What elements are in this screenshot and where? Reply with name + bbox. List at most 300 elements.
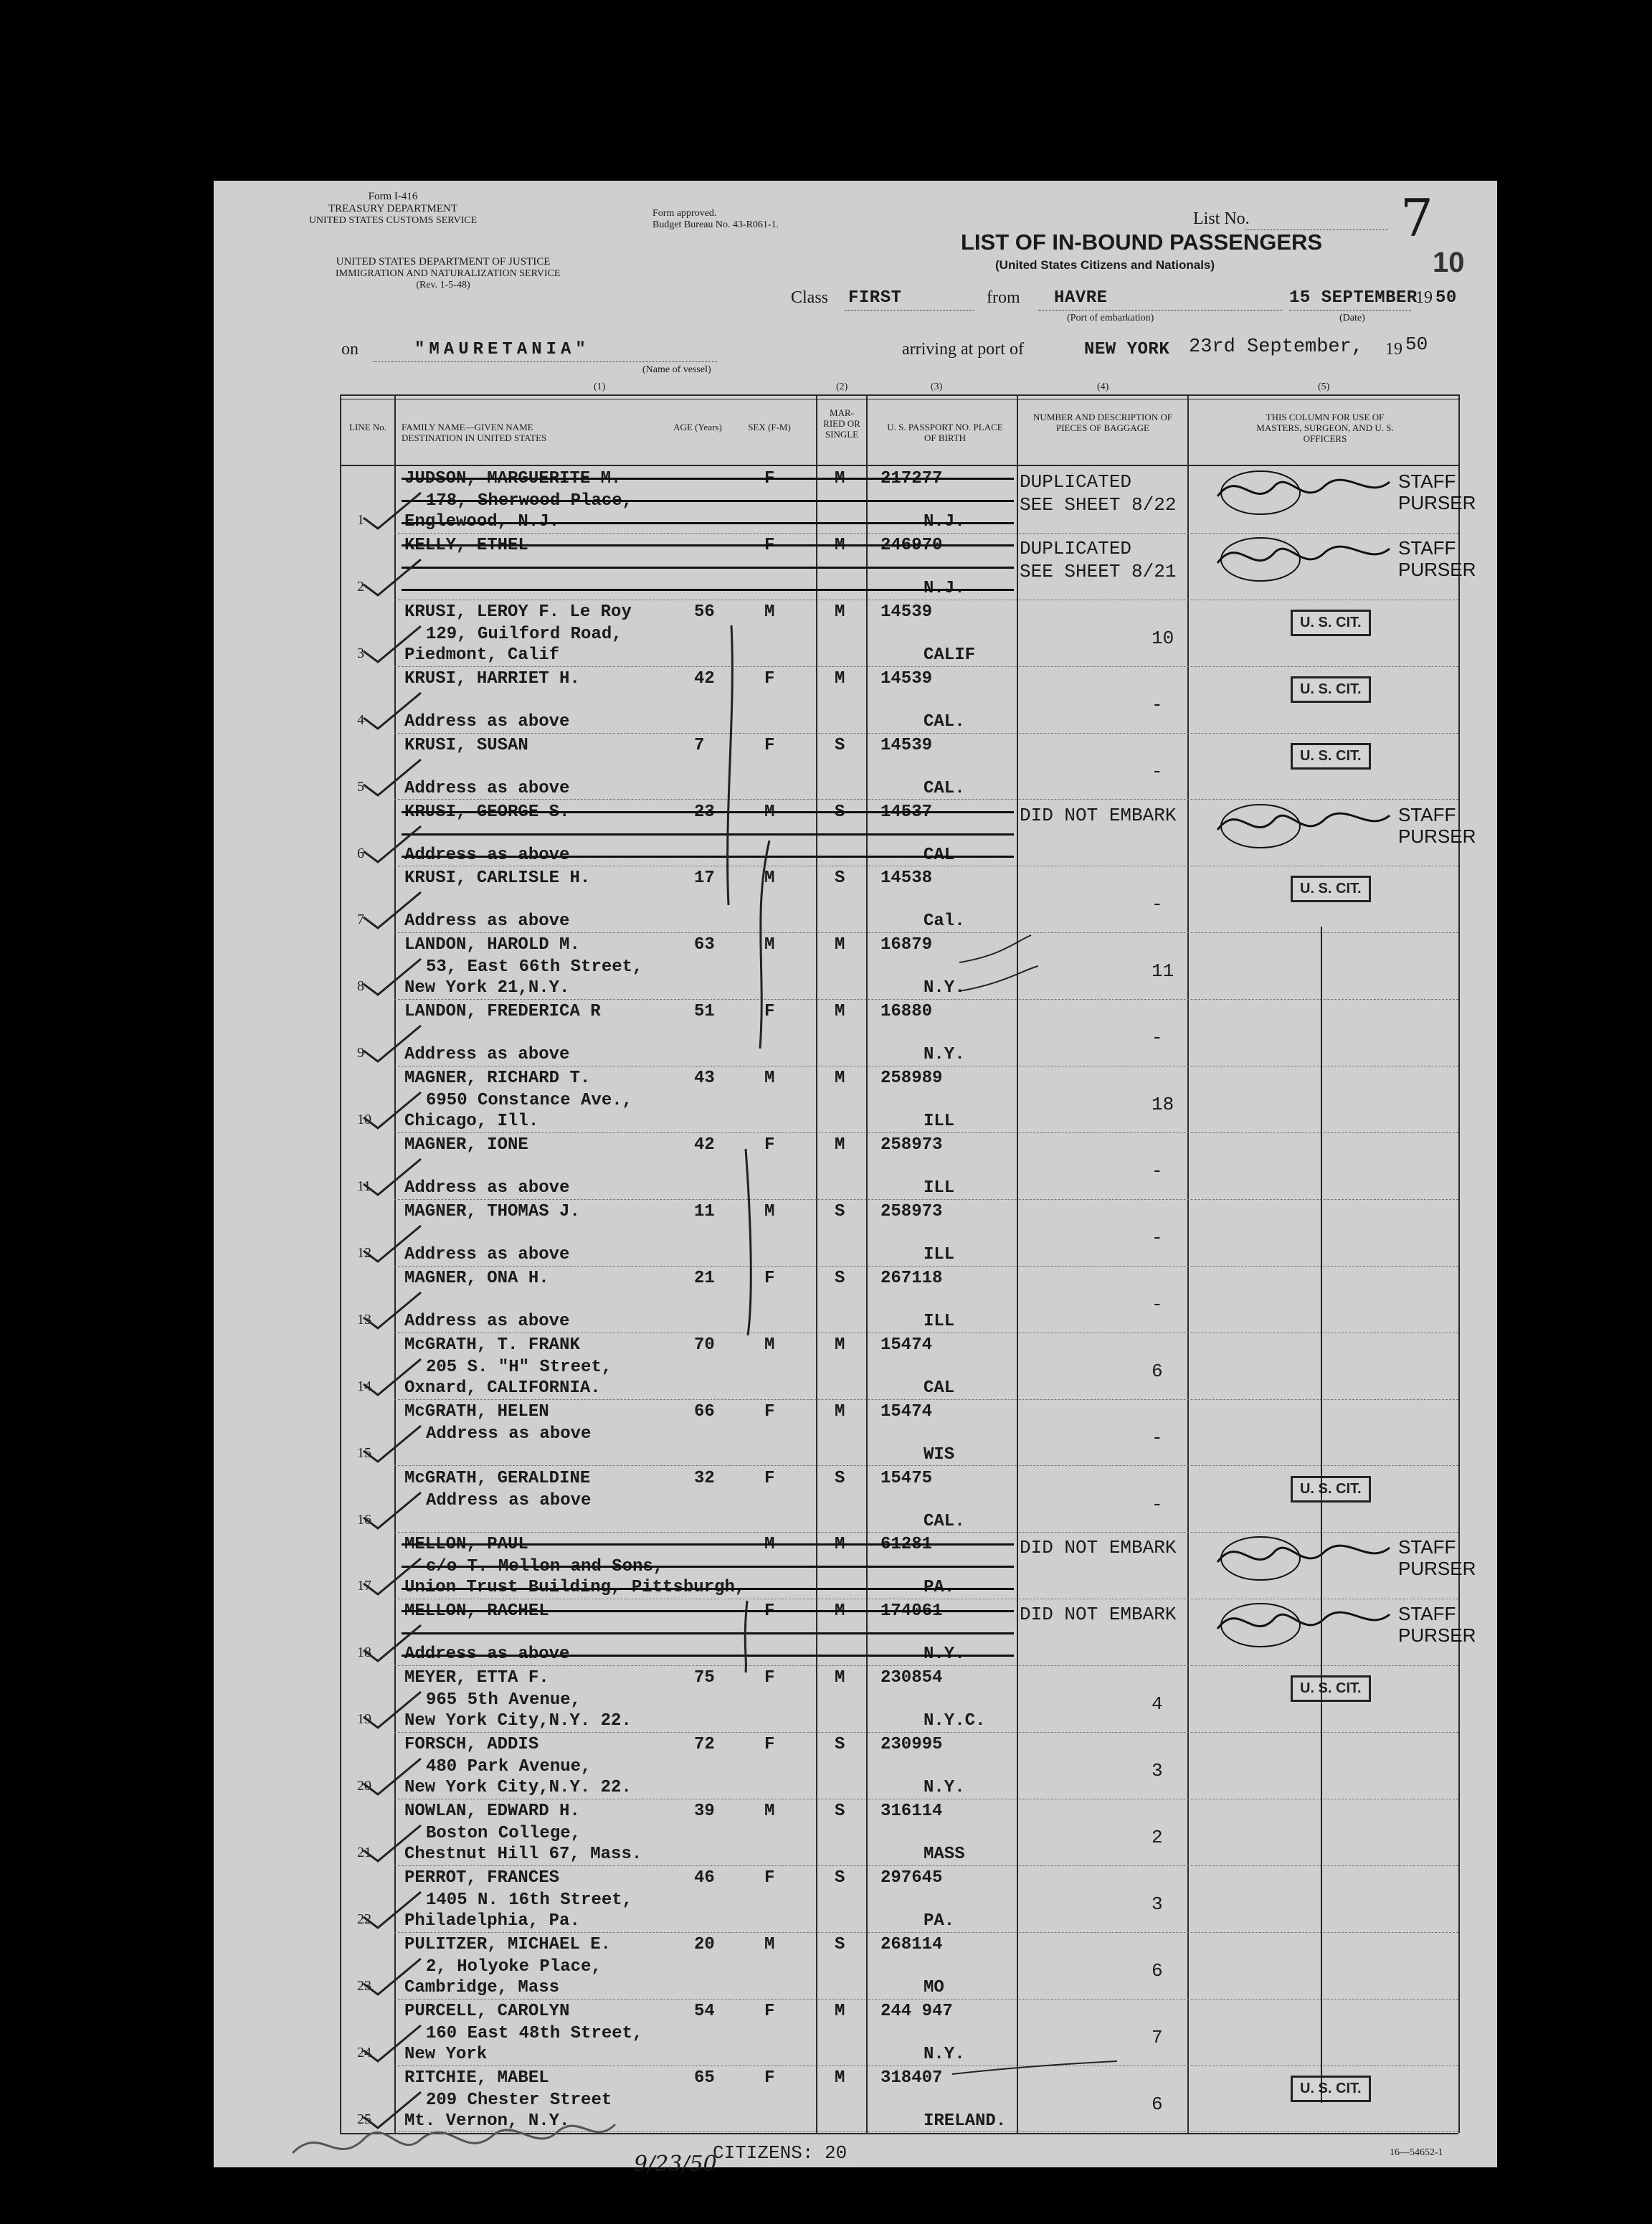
passport-number: 230854 <box>880 1668 943 1688</box>
purser-label: PURSER <box>1398 1558 1476 1580</box>
place-of-birth: ILL <box>924 1311 955 1331</box>
sex-value: M <box>764 1934 775 1954</box>
page-subtitle: (United States Citizens and Nationals) <box>995 258 1215 272</box>
age-value: 66 <box>694 1401 715 1421</box>
destination-line: 965 5th Avenue, <box>426 1690 581 1710</box>
destination-line: Chicago, Ill. <box>404 1112 539 1132</box>
place-of-birth: ILL <box>924 1244 955 1264</box>
duplicate-note: DID NOT EMBARK <box>1020 1537 1177 1559</box>
marital-status: M <box>835 2068 845 2088</box>
class-label: Class <box>791 288 829 307</box>
sex-value: F <box>764 668 775 689</box>
passport-number: 15474 <box>880 1401 933 1421</box>
line-number: 3 <box>357 645 364 661</box>
passenger-name: MAGNER, ONA H. <box>404 1268 549 1288</box>
place-of-birth: WIS <box>924 1444 955 1464</box>
age-value: 65 <box>694 2068 715 2088</box>
line-number: 11 <box>357 1178 371 1194</box>
marital-status: M <box>835 1401 845 1421</box>
age-value: 51 <box>694 1002 715 1022</box>
purser-label: PURSER <box>1398 825 1476 847</box>
baggage-count: - <box>1152 1160 1163 1182</box>
treasury-label: TREASURY DEPARTMENT <box>328 203 458 214</box>
age-value: 21 <box>694 1268 715 1288</box>
baggage-count: 18 <box>1152 1094 1174 1116</box>
departure-year: 50 <box>1435 288 1457 308</box>
marital-status: S <box>835 802 845 822</box>
place-of-birth: PA. <box>924 1578 955 1598</box>
line-number: 16 <box>357 1511 371 1528</box>
age-value: 63 <box>694 935 715 955</box>
baggage-count: - <box>1152 760 1163 782</box>
age-value: 70 <box>694 1335 715 1355</box>
col-name: FAMILY NAME—GIVEN NAME DESTINATION IN UNITED STATES <box>402 422 547 443</box>
passenger-name: MAGNER, THOMAS J. <box>404 1201 580 1221</box>
sex-value: M <box>764 802 775 822</box>
place-of-birth: MO <box>924 1977 944 1997</box>
age-value: 72 <box>694 1735 715 1755</box>
corner-number: 10 <box>1433 247 1465 278</box>
line-number: 2 <box>357 578 364 595</box>
line-number: 20 <box>357 1778 371 1794</box>
age-value: 75 <box>694 1668 715 1688</box>
passenger-name: KRUSI, GEORGE S. <box>404 802 570 822</box>
destination-line: New York City,N.Y. 22. <box>404 1711 632 1731</box>
signature-date: 9/23/50 <box>634 2152 717 2177</box>
vessel-name: "MAURETANIA" <box>414 340 590 359</box>
age-value: 42 <box>694 668 715 689</box>
marital-status: S <box>835 1934 845 1954</box>
customs-label: UNITED STATES CUSTOMS SERVICE <box>308 215 478 226</box>
passport-number: 297645 <box>880 1868 943 1888</box>
passport-number: 15475 <box>880 1468 933 1488</box>
signature <box>278 2110 708 2175</box>
marital-status: M <box>835 1535 845 1555</box>
passenger-name: MELLON, PAUL <box>404 1535 528 1555</box>
passport-number: 268114 <box>880 1934 943 1954</box>
sex-value: F <box>764 735 775 755</box>
marital-status: M <box>835 1069 845 1089</box>
destination-line: Address as above <box>404 778 570 798</box>
passport-number: 258973 <box>880 1201 943 1221</box>
manifest-sheet <box>214 181 1497 2177</box>
baggage-count: 10 <box>1152 627 1174 649</box>
sex-value: M <box>764 935 775 955</box>
col-sex: SEX (F-M) <box>748 422 791 432</box>
destination-line: 129, Guilford Road, <box>426 624 622 644</box>
line-number: 10 <box>357 1112 371 1128</box>
destination-line: New York City,N.Y. 22. <box>404 1778 632 1798</box>
rev-label: (Rev. 1-5-48) <box>416 280 470 290</box>
passport-number: 217277 <box>880 469 943 488</box>
age-value: 56 <box>694 602 715 622</box>
passenger-name: MELLON, RACHEL <box>404 1601 549 1622</box>
col-age: AGE (Years) <box>673 422 722 432</box>
place-of-birth: N.Y. <box>924 2044 965 2064</box>
sex-value: F <box>764 1002 775 1022</box>
sex-value: F <box>764 535 775 555</box>
age-value: 23 <box>694 802 715 822</box>
place-of-birth: CAL. <box>924 1511 965 1531</box>
age-value: 20 <box>694 1934 715 1954</box>
destination-line: Oxnard, CALIFORNIA. <box>404 1378 601 1398</box>
destination-line: Address as above <box>404 1311 570 1331</box>
line-number: 5 <box>357 778 364 795</box>
line-number: 19 <box>357 1711 371 1728</box>
staff-label: STAFF <box>1398 470 1456 492</box>
form-approved: Form approved. <box>652 208 717 219</box>
destination-line: 53, East 66th Street, <box>426 957 643 978</box>
port-caption: (Port of embarkation) <box>1067 313 1154 323</box>
col-num-3: (3) <box>931 382 943 392</box>
marital-status: M <box>835 1002 845 1022</box>
on-label: on <box>341 340 359 359</box>
place-of-birth: ILL <box>924 1112 955 1132</box>
line-number: 17 <box>357 1578 371 1594</box>
list-no-label: List No. <box>1193 209 1250 228</box>
place-of-birth: N.Y. <box>924 1645 965 1665</box>
citizens-total: CITIZENS: 20 <box>713 2142 848 2164</box>
duplicate-note: SEE SHEET 8/22 <box>1020 494 1177 516</box>
baggage-count: - <box>1152 1426 1163 1449</box>
us-citizen-stamp: U. S. CIT. <box>1291 2076 1371 2102</box>
marital-status: S <box>835 1868 845 1888</box>
passenger-name: McGRATH, HELEN <box>404 1401 549 1421</box>
passenger-name: KELLY, ETHEL <box>404 535 528 555</box>
line-number: 12 <box>357 1244 371 1261</box>
sex-value: M <box>764 1201 775 1221</box>
arrival-port: NEW YORK <box>1084 340 1170 359</box>
line-number: 7 <box>357 912 364 928</box>
col-num-1: (1) <box>594 382 606 392</box>
baggage-count: 7 <box>1152 2026 1163 2048</box>
passenger-name: KRUSI, SUSAN <box>404 735 528 755</box>
sex-value: F <box>764 1401 775 1421</box>
sex-value: F <box>764 1601 775 1622</box>
destination-line: Address as above <box>404 1045 570 1065</box>
destination-line: 178, Sherwood Place, <box>426 491 633 511</box>
sex-value: M <box>764 1069 775 1089</box>
date-caption: (Date) <box>1339 313 1365 323</box>
col-married: MAR-RIED OR SINGLE <box>823 407 860 440</box>
baggage-count: - <box>1152 1027 1163 1049</box>
passport-number: 61281 <box>880 1535 933 1555</box>
age-value: 7 <box>694 735 705 755</box>
marital-status: S <box>835 1468 845 1488</box>
place-of-birth: N.J. <box>924 578 965 598</box>
passenger-name: LANDON, FREDERICA R <box>404 1002 601 1022</box>
list-number: 7 <box>1400 188 1433 248</box>
duplicate-note: DUPLICATED <box>1020 537 1132 559</box>
age-value: 43 <box>694 1069 715 1089</box>
col-num-4: (4) <box>1097 382 1109 392</box>
place-of-birth: Cal. <box>924 912 965 932</box>
line-number: 14 <box>357 1378 371 1394</box>
line-number: 15 <box>357 1444 371 1461</box>
page-title: LIST OF IN-BOUND PASSENGERS <box>961 230 1323 255</box>
form-number: Form I-416 <box>368 191 418 202</box>
passenger-name: LANDON, HAROLD M. <box>404 935 580 955</box>
sex-value: F <box>764 2001 775 2021</box>
line-number: 9 <box>357 1045 364 1061</box>
passenger-name: PURCELL, CAROLYN <box>404 2001 570 2021</box>
col-num-2: (2) <box>836 382 848 392</box>
departure-year-prefix: 19 <box>1415 288 1433 307</box>
passport-number: 267118 <box>880 1268 943 1288</box>
sex-value: M <box>764 1535 775 1555</box>
passenger-name: MEYER, ETTA F. <box>404 1668 549 1688</box>
passenger-name: PULITZER, MICHAEL E. <box>404 1934 612 1954</box>
destination-line: New York 21,N.Y. <box>404 978 570 998</box>
destination-line: Mt. Vernon, N.Y. <box>404 2111 570 2131</box>
line-number: 1 <box>357 512 364 528</box>
arrival-year: 50 <box>1405 333 1428 355</box>
destination-line: Union Trust Building, Pittsburgh, <box>404 1578 746 1598</box>
ins-label: IMMIGRATION AND NATURALIZATION SERVICE <box>336 268 561 279</box>
passport-number: 174061 <box>880 1601 943 1622</box>
sex-value: F <box>764 1668 775 1688</box>
col-officers: THIS COLUMN FOR USE OF MASTERS, SURGEON, AND U. S. OFFICERS <box>1256 412 1394 444</box>
col-passport: U. S. PASSPORT NO. PLACE OF BIRTH <box>887 422 1003 443</box>
purser-label: PURSER <box>1398 492 1476 514</box>
marital-status: M <box>835 1335 845 1355</box>
passenger-name: MAGNER, RICHARD T. <box>404 1069 591 1089</box>
passport-number: 14538 <box>880 869 933 889</box>
purser-label: PURSER <box>1398 1624 1476 1647</box>
marital-status: S <box>835 869 845 889</box>
line-number: 6 <box>357 845 364 861</box>
us-citizen-stamp: U. S. CIT. <box>1291 610 1371 636</box>
line-number: 8 <box>357 978 364 995</box>
passenger-name: KRUSI, CARLISLE H. <box>404 869 591 889</box>
vessel-caption: (Name of vessel) <box>642 364 711 375</box>
place-of-birth: N.Y.C. <box>924 1711 986 1731</box>
sex-value: F <box>764 469 775 488</box>
destination-line: Address as above <box>404 711 570 732</box>
sex-value: F <box>764 2068 775 2088</box>
place-of-birth: PA. <box>924 1911 955 1931</box>
marital-status: S <box>835 1735 845 1755</box>
baggage-count: 2 <box>1152 1827 1163 1848</box>
sex-value: M <box>764 1335 775 1355</box>
sex-value: M <box>764 1802 775 1821</box>
marital-status: M <box>835 602 845 622</box>
destination-line: c/o T. Mellon and Sons, <box>426 1557 664 1577</box>
marital-status: M <box>835 1668 845 1688</box>
us-citizen-stamp: U. S. CIT. <box>1291 743 1371 770</box>
marital-status: M <box>835 1135 845 1155</box>
staff-label: STAFF <box>1398 536 1456 559</box>
baggage-count: 3 <box>1152 1760 1163 1782</box>
sex-value: F <box>764 1135 775 1155</box>
passenger-name: KRUSI, LEROY F. Le Roy <box>404 602 632 622</box>
baggage-count: 6 <box>1152 1360 1163 1382</box>
line-number: 24 <box>357 2044 371 2060</box>
passenger-name: PERROT, FRANCES <box>404 1868 560 1888</box>
baggage-count: - <box>1152 1493 1163 1515</box>
destination-line: Piedmont, Calif <box>404 645 560 665</box>
baggage-count: 6 <box>1152 1959 1163 1982</box>
duplicate-note: DUPLICATED <box>1020 471 1132 493</box>
age-value: 54 <box>694 2001 715 2021</box>
arrival-year-prefix: 19 <box>1385 340 1402 359</box>
purser-label: PURSER <box>1398 558 1476 580</box>
passenger-name: KRUSI, HARRIET H. <box>404 668 580 689</box>
passport-number: 15474 <box>880 1335 933 1355</box>
destination-line: 160 East 48th Street, <box>426 2023 643 2043</box>
passport-number: 14539 <box>880 668 933 689</box>
destination-line: Philadelphia, Pa. <box>404 1911 580 1931</box>
sex-value: M <box>764 869 775 889</box>
marital-status: M <box>835 469 845 488</box>
passport-number: 258989 <box>880 1069 943 1089</box>
line-number: 18 <box>357 1645 371 1661</box>
destination-line: Address as above <box>404 1178 570 1198</box>
destination-line: Address as above <box>426 1424 592 1444</box>
line-number: 22 <box>357 1911 371 1927</box>
destination-line: 2, Holyoke Place, <box>426 1956 602 1977</box>
line-number: 21 <box>357 1845 371 1860</box>
us-citizen-stamp: U. S. CIT. <box>1291 676 1371 703</box>
baggage-count: - <box>1152 894 1163 916</box>
marital-status: M <box>835 935 845 955</box>
place-of-birth: CAL. <box>924 778 965 798</box>
age-value: 46 <box>694 1868 715 1888</box>
marital-status: M <box>835 2001 845 2021</box>
place-of-birth: N.Y. <box>924 1045 965 1065</box>
us-citizen-stamp: U. S. CIT. <box>1291 1675 1371 1702</box>
destination-line: 209 Chester Street <box>426 2090 612 2110</box>
from-value: HAVRE <box>1054 288 1108 308</box>
place-of-birth: CAL <box>924 1378 955 1398</box>
col-num-5: (5) <box>1318 382 1330 392</box>
sex-value: M <box>764 602 775 622</box>
destination-line: Address as above <box>404 912 570 932</box>
passport-number: 316114 <box>880 1802 943 1821</box>
destination-line: Englewood, N.J. <box>404 512 560 531</box>
passenger-name: McGRATH, T. FRANK <box>404 1335 580 1355</box>
sex-value: F <box>764 1735 775 1755</box>
baggage-count: - <box>1152 694 1163 716</box>
staff-label: STAFF <box>1398 1536 1456 1558</box>
departure-date: 15 SEPTEMBER <box>1289 288 1418 308</box>
place-of-birth: ILL <box>924 1178 955 1198</box>
arrival-date: 23rd September, <box>1189 336 1364 358</box>
destination-line: Cambridge, Mass <box>404 1977 560 1997</box>
age-value: 32 <box>694 1468 715 1488</box>
marital-status: M <box>835 668 845 689</box>
baggage-count: - <box>1152 1226 1163 1249</box>
destination-line: Address as above <box>404 1645 570 1665</box>
baggage-count: 11 <box>1152 960 1174 983</box>
marital-status: S <box>835 735 845 755</box>
sex-value: F <box>764 1868 775 1888</box>
passport-number: 14537 <box>880 802 933 822</box>
baggage-count: 4 <box>1152 1693 1163 1716</box>
passport-number: 14539 <box>880 735 933 755</box>
passport-number: 318407 <box>880 2068 943 2088</box>
baggage-count: 6 <box>1152 2093 1163 2115</box>
place-of-birth: CAL. <box>924 711 965 732</box>
marital-status: S <box>835 1268 845 1288</box>
from-label: from <box>987 288 1020 307</box>
passport-number: 246970 <box>880 535 943 555</box>
age-value: 11 <box>694 1201 715 1221</box>
staff-label: STAFF <box>1398 1603 1456 1625</box>
staff-label: STAFF <box>1398 803 1456 825</box>
col-baggage: NUMBER AND DESCRIPTION OF PIECES OF BAGGAGE <box>1033 412 1172 433</box>
age-value: 42 <box>694 1135 715 1155</box>
passport-number: 16879 <box>880 935 933 955</box>
us-citizen-stamp: U. S. CIT. <box>1291 1476 1371 1503</box>
sex-value: F <box>764 1268 775 1288</box>
passport-number: 244 947 <box>880 2001 953 2021</box>
destination-line: 205 S. "H" Street, <box>426 1357 612 1377</box>
passport-number: 258973 <box>880 1135 943 1155</box>
passenger-name: RITCHIE, MABEL <box>404 2068 549 2088</box>
place-of-birth: IRELAND. <box>924 2111 1007 2131</box>
passenger-name: FORSCH, ADDIS <box>404 1735 539 1755</box>
passport-number: 230995 <box>880 1735 943 1755</box>
destination-line: 1405 N. 16th Street, <box>426 1890 633 1910</box>
passenger-name: McGRATH, GERALDINE <box>404 1468 591 1488</box>
destination-line: Chestnut Hill 67, Mass. <box>404 1845 642 1864</box>
place-of-birth: CALIF <box>924 645 976 665</box>
marital-status: S <box>835 1201 845 1221</box>
col-line-no: LINE No. <box>349 422 386 432</box>
age-value: 17 <box>694 869 715 889</box>
destination-line: Boston College, <box>426 1824 581 1843</box>
place-of-birth: N.Y. <box>924 978 965 998</box>
destination-line: 6950 Constance Ave., <box>426 1091 633 1111</box>
arriving-label: arriving at port of <box>902 340 1024 359</box>
line-number: 23 <box>357 1977 371 1994</box>
justice-label: UNITED STATES DEPARTMENT OF JUSTICE <box>336 256 551 268</box>
destination-line: Address as above <box>404 1244 570 1264</box>
place-of-birth: CAL <box>924 845 955 865</box>
passenger-name: NOWLAN, EDWARD H. <box>404 1802 580 1821</box>
marital-status: M <box>835 1601 845 1622</box>
baggage-count: - <box>1152 1293 1163 1315</box>
duplicate-note: DID NOT EMBARK <box>1020 1604 1177 1626</box>
marital-status: M <box>835 535 845 555</box>
duplicate-note: SEE SHEET 8/21 <box>1020 560 1177 582</box>
passenger-name: JUDSON, MARGUERITE M. <box>404 469 622 488</box>
budget-bureau: Budget Bureau No. 43-R061-1. <box>652 219 779 230</box>
us-citizen-stamp: U. S. CIT. <box>1291 876 1371 902</box>
sex-value: F <box>764 1468 775 1488</box>
line-number: 13 <box>357 1311 371 1328</box>
place-of-birth: N.J. <box>924 512 965 531</box>
class-value: FIRST <box>848 288 902 308</box>
duplicate-note: DID NOT EMBARK <box>1020 804 1177 826</box>
destination-line: Address as above <box>426 1490 592 1510</box>
line-number: 25 <box>357 2111 371 2127</box>
destination-line: Address as above <box>404 845 570 865</box>
marital-status: S <box>835 1802 845 1821</box>
line-number: 4 <box>357 711 364 728</box>
age-value: 39 <box>694 1802 715 1821</box>
passport-number: 14539 <box>880 602 933 622</box>
place-of-birth: N.Y. <box>924 1778 965 1798</box>
destination-line: New York <box>404 2044 488 2064</box>
place-of-birth: MASS <box>924 1845 965 1864</box>
destination-line: 480 Park Avenue, <box>426 1757 592 1777</box>
passport-number: 16880 <box>880 1002 933 1022</box>
form-code: 16—54652-1 <box>1390 2147 1443 2158</box>
handwritten-marks <box>214 181 1497 2167</box>
baggage-count: 3 <box>1152 1893 1163 1915</box>
